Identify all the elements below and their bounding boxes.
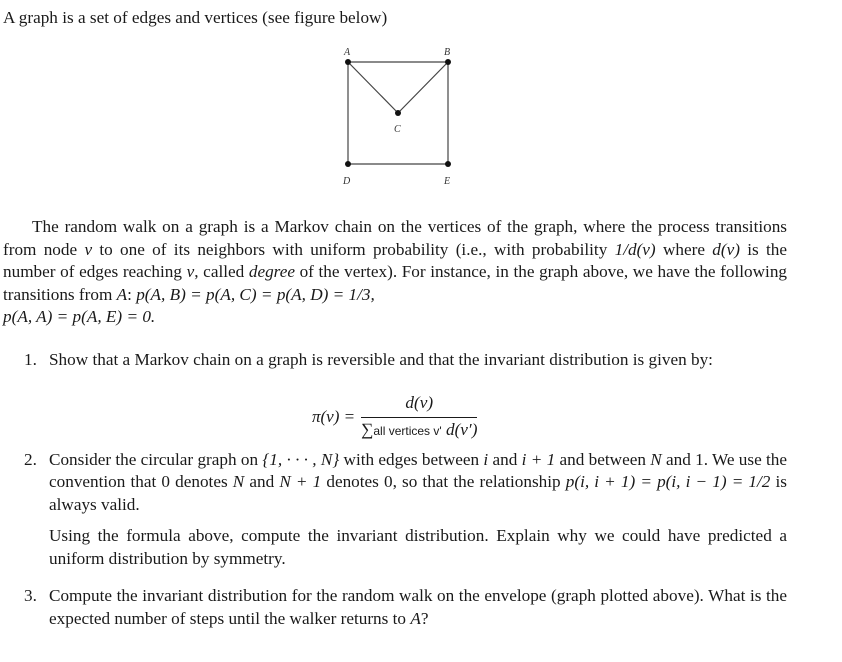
vertex-label-e: E — [444, 176, 451, 187]
vertex-label-b: B — [444, 47, 451, 58]
vertex-c — [395, 110, 401, 116]
problem-1: 1. Show that a Markov chain on a graph is reversible and that the invariant distribution is given by: — [24, 350, 713, 369]
random-walk-paragraph: The random walk on a graph is a Markov chain on the vertices of the graph, where the process transitions from node v to one of its neighbors with uniform probability (i.e., with probability 1/d(v) where d(v) is the number of edges reaching v, called degree of the vertex). For instance, in the graph above, we have the following transitions from A: p(A, B) = p(A, C) = p(A, D) = 1/3, p(A, A) = p(A, E) = 0. — [3, 217, 788, 326]
vertex-label-d: D — [343, 176, 351, 187]
envelope-graph-figure — [330, 42, 470, 192]
formula-denominator: ∑all vertices v' d(v′) — [361, 419, 478, 439]
invariant-distribution-formula — [312, 392, 477, 442]
formula-numerator: d(v) — [405, 393, 434, 412]
vertex-label-c: C — [394, 124, 401, 135]
problem-2: 2. Consider the circular graph on {1, · · · , N} with edges between i and i + 1 and between N and 1. We use the convention that 0 denotes N and N + 1 denotes 0, so that the relationship p(i, i + 1) = p(i, i − 1) = 1/2 is always valid. Using the formula above, compute the invariant distribution. Explain why we could have predicted a uniform distribution by symmetry. — [0, 449, 787, 571]
vertex-label-a: A — [344, 47, 351, 58]
vertex-b — [445, 59, 451, 65]
vertex-e — [445, 161, 451, 167]
vertex-a — [345, 59, 351, 65]
formula-fraction — [361, 392, 477, 442]
formula-lhs: π(v) = — [312, 406, 356, 426]
intro-text: A graph is a set of edges and vertices (see figure below) — [3, 8, 388, 27]
edge-a-c — [348, 62, 398, 113]
problem-3: 3. Compute the invariant distribution for the random walk on the envelope (graph plotted above). What is the expected number of steps until the walker returns to A? — [24, 586, 787, 628]
vertex-d — [345, 161, 351, 167]
edge-b-c — [398, 62, 448, 113]
problem-2-subtext: Using the formula above, compute the invariant distribution. Explain why we could have predicted a uniform distribution by symmetry. — [49, 526, 787, 568]
